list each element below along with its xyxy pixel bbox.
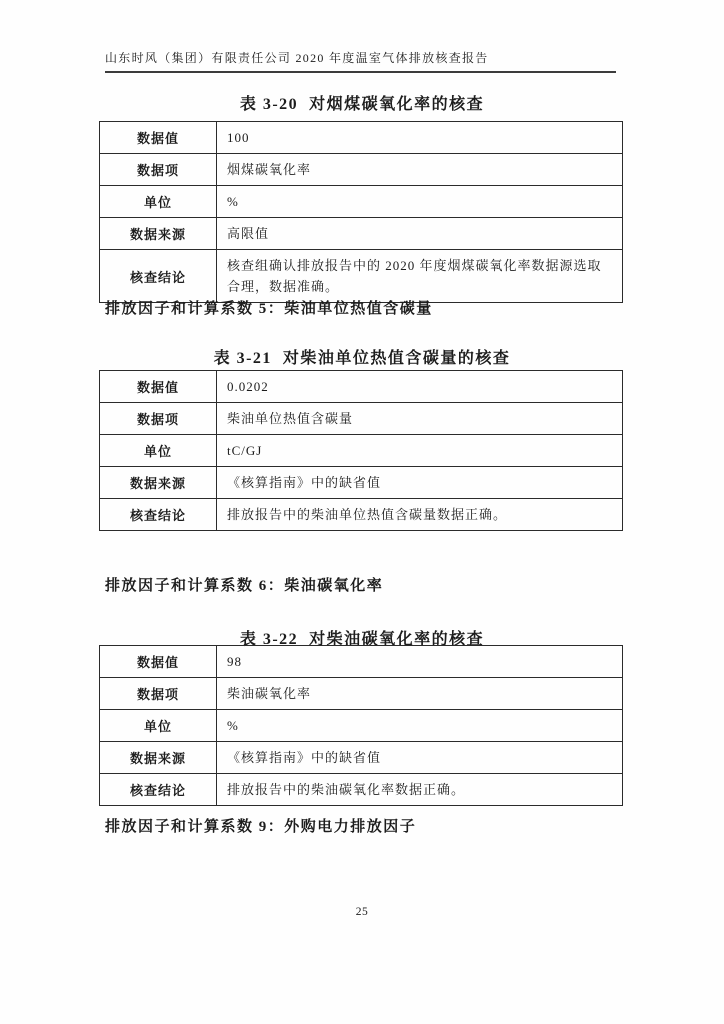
- table-row: [100, 250, 623, 303]
- table-row: [100, 403, 623, 435]
- row-label: 单位: [100, 186, 217, 218]
- row-value: 98: [217, 646, 623, 678]
- row-label: 数据值: [100, 646, 217, 678]
- row-value: 柴油单位热值含碳量: [217, 403, 623, 435]
- row-value: 0.0202: [217, 371, 623, 403]
- table-row: [100, 774, 623, 806]
- row-label: 数据项: [100, 154, 217, 186]
- section-heading-factor9: 排放因子和计算系数 9：外购电力排放因子: [105, 819, 417, 835]
- table-row: [100, 499, 623, 531]
- row-label: 数据值: [100, 371, 217, 403]
- row-label: 核查结论: [100, 774, 217, 806]
- table-3-20-title: 表 3-20 对烟煤碳氧化率的核查: [239, 96, 485, 113]
- table-row: [100, 678, 623, 710]
- table-row: [100, 154, 623, 186]
- table-row: [100, 646, 623, 678]
- row-label: 数据项: [100, 403, 217, 435]
- row-label: 单位: [100, 435, 217, 467]
- row-value: 《核算指南》中的缺省值: [217, 742, 623, 774]
- row-value: 《核算指南》中的缺省值: [217, 467, 623, 499]
- table-row: [100, 122, 623, 154]
- table-row: [100, 218, 623, 250]
- verification-table-3-21: [99, 370, 623, 531]
- verification-table-3-22: [99, 645, 623, 806]
- row-label: 核查结论: [100, 499, 217, 531]
- row-value: 排放报告中的柴油碳氧化率数据正确。: [217, 774, 623, 806]
- row-label: 数据来源: [100, 467, 217, 499]
- row-value: %: [217, 186, 623, 218]
- table-row: [100, 371, 623, 403]
- table-row: [100, 186, 623, 218]
- row-value: 100: [217, 122, 623, 154]
- table-row: [100, 467, 623, 499]
- row-label: 单位: [100, 710, 217, 742]
- row-value: 排放报告中的柴油单位热值含碳量数据正确。: [217, 499, 623, 531]
- row-label: 数据值: [100, 122, 217, 154]
- table-row: [100, 710, 623, 742]
- row-label: 核查结论: [100, 250, 217, 303]
- row-value: %: [217, 710, 623, 742]
- section-heading-factor6: 排放因子和计算系数 6：柴油碳氧化率: [105, 578, 384, 594]
- row-value: tC/GJ: [217, 435, 623, 467]
- row-label: 数据来源: [100, 742, 217, 774]
- table-row: [100, 435, 623, 467]
- verification-table-3-20: [99, 121, 623, 303]
- row-value: 核查组确认排放报告中的 2020 年度烟煤碳氧化率数据源选取合理，数据准确。: [217, 250, 623, 303]
- table-row: [100, 742, 623, 774]
- row-label: 数据项: [100, 678, 217, 710]
- page-number: 25: [355, 906, 369, 918]
- row-label: 数据来源: [100, 218, 217, 250]
- section-heading-factor5: 排放因子和计算系数 5：柴油单位热值含碳量: [105, 301, 433, 317]
- row-value: 高限值: [217, 218, 623, 250]
- table-3-22-title: 表 3-22 对柴油碳氧化率的核查: [239, 631, 485, 648]
- row-value: 烟煤碳氧化率: [217, 154, 623, 186]
- page-header: 山东时风（集团）有限责任公司 2020 年度温室气体排放核查报告: [105, 49, 616, 73]
- table-3-21-title: 表 3-21 对柴油单位热值含碳量的核查: [213, 350, 511, 367]
- row-value: 柴油碳氧化率: [217, 678, 623, 710]
